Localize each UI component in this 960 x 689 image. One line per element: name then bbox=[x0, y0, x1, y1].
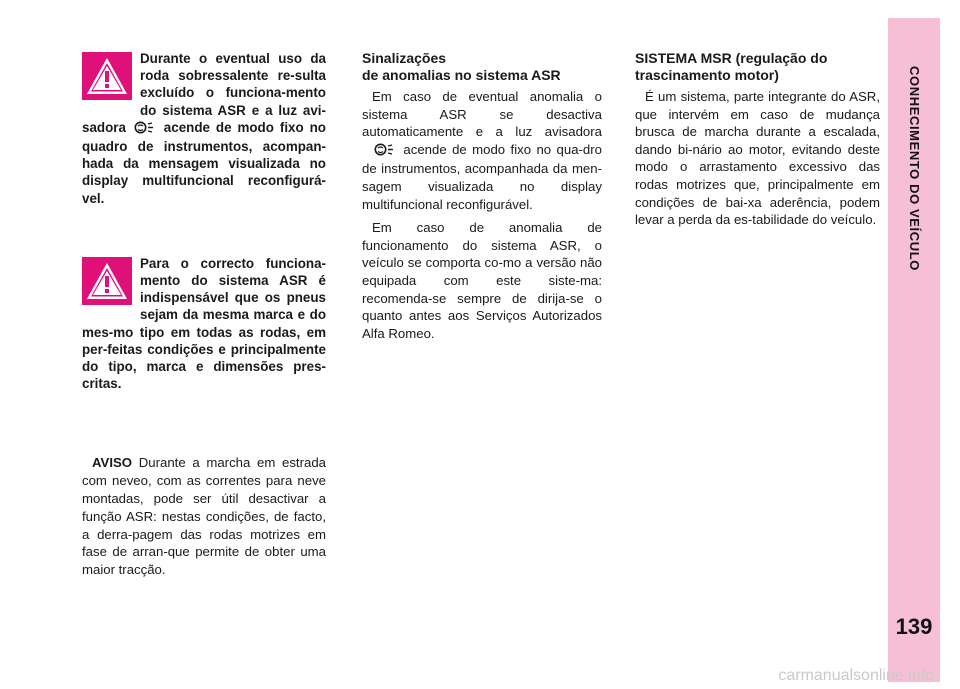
heading-line: Sinalizações bbox=[362, 50, 447, 66]
column-left bbox=[82, 50, 326, 579]
paragraph-text-part: Em caso de eventual anomalia o sistema ASR se desactiva automaticamente e a luz avisadora bbox=[362, 89, 602, 140]
warning-triangle-icon bbox=[82, 52, 132, 100]
notice-text: Durante a marcha em estrada com neveo, com as correntes para neve montadas, pode ser útil desactivar a função ASR: nestas condições, de facto, a derra-pagem das rodas motrizes em fase de arran-que permite de obter uma maior tracção. bbox=[82, 455, 326, 578]
page-number: 139 bbox=[895, 614, 933, 639]
paragraph-anomaly-lamp bbox=[362, 88, 602, 213]
chapter-title bbox=[888, 18, 940, 318]
warning-text: Para o correcto funciona-mento do sistema ASR é indispensável que os pneus sejam da mesma marca e do mes-mo tipo em todas as rodas, em per-feitas condições e principalmente do tipo, marca e dimensões pres-critas. bbox=[82, 255, 326, 392]
heading-line: trascinamento motor) bbox=[635, 67, 779, 83]
paragraph-text-part: acende de modo fixo no qua-dro de instrumentos, acompanhada da men-sagem visualizada no display multifuncional reconfigurável. bbox=[362, 141, 602, 212]
notice-snow-chains bbox=[82, 454, 326, 579]
section-heading-anomalies bbox=[362, 50, 602, 84]
section-heading-msr bbox=[635, 50, 880, 84]
paragraph-anomaly-behaviour: Em caso de anomalia de funcionamento do sistema ASR, o veículo se comporta co-mo a versão não equipada com este siste-ma: recomenda-se sempre de dirija-se o quanto antes aos Serviços Autorizados Alfa Romeo. bbox=[362, 220, 602, 341]
warning-text-part: acende de modo fixo no quadro de instrumentos, acompan-hada da mensagem visualizada no display multifuncional reconfigurá-vel. bbox=[82, 119, 326, 206]
heading-line: de anomalias no sistema ASR bbox=[362, 67, 561, 83]
warning-triangle-icon bbox=[82, 257, 132, 305]
column-right bbox=[635, 50, 880, 229]
warning-note-spare-wheel bbox=[82, 50, 326, 207]
heading-line: SISTEMA MSR (regulação do bbox=[635, 50, 828, 66]
chapter-title-text: CONHECIMENTO DO VEÍCULO bbox=[906, 65, 922, 271]
column-middle bbox=[362, 50, 602, 342]
asr-warning-lamp-icon bbox=[364, 143, 396, 161]
paragraph-msr: É um sistema, parte integrante do ASR, que intervém em caso de mudança brusca de marcha durante a escalada, dando bi-nário ao motor, evitando deste modo o arrastamento excessivo das rodas motrizes que, principalmente em condições de bai-xa aderência, podem levar a perda da es-tabilidade do veículo. bbox=[635, 89, 880, 228]
chapter-sidebar bbox=[888, 18, 940, 682]
notice-keyword: AVISO bbox=[92, 455, 133, 471]
warning-text-part: Durante o eventual uso da roda sobressalente re-sulta excluído o funciona-mento do sistema ASR e a luz avi-sadora bbox=[82, 51, 326, 135]
warning-note-tyres bbox=[82, 255, 326, 393]
asr-warning-lamp-icon bbox=[134, 121, 156, 138]
watermark: carmanualsonline.info bbox=[778, 667, 934, 684]
